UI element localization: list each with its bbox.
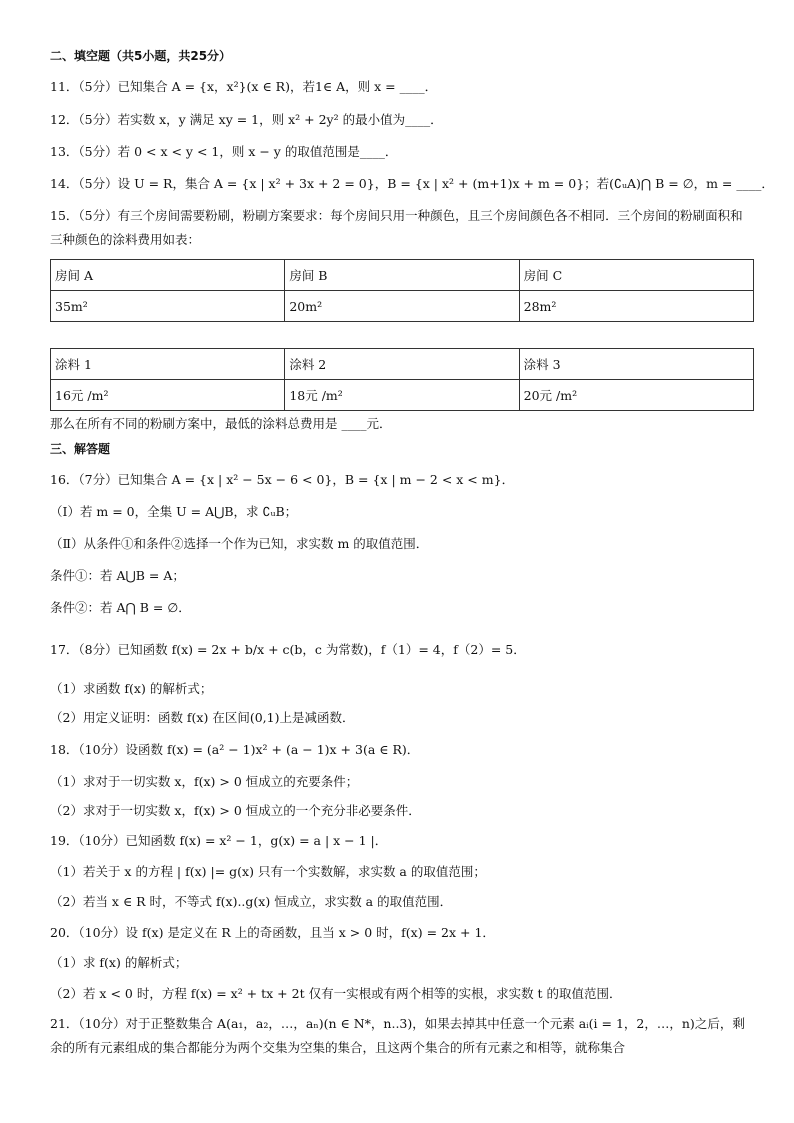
table-cell: 16元 /m²	[51, 380, 285, 411]
question-16-condition-1: 条件①：若 A⋃B = A；	[50, 568, 185, 583]
room-area-table	[50, 259, 754, 322]
question-12: 12．（5分）若实数 x，y 满足 xy = 1，则 x² + 2y² 的最小值为____．	[50, 112, 443, 127]
question-20-part-1: （1）求 f(x) 的解析式；	[50, 955, 188, 970]
question-17-part-1: （1）求函数 f(x) 的解析式；	[50, 681, 213, 696]
question-17-part-2: （2）用定义证明：函数 f(x) 在区间(0,1)上是减函数．	[50, 710, 355, 725]
table-row	[51, 380, 754, 411]
question-19: 19．（10分）已知函数 f(x) = x² − 1，g(x) = a | x − 1 |．	[50, 833, 388, 848]
table-cell: 涂料 2	[285, 349, 519, 380]
question-16-condition-2: 条件②：若 A⋂ B = ∅．	[50, 600, 191, 615]
question-18-part-2: （2）求对于一切实数 x，f(x) > 0 恒成立的一个充分非必要条件．	[50, 803, 421, 818]
paint-cost-table	[50, 348, 754, 411]
table-row	[51, 349, 754, 380]
table-cell: 20元 /m²	[519, 380, 753, 411]
question-11: 11．（5分）已知集合 A = {x，x²}(x ∈ R)，若1∈ A，则 x = ____．	[50, 79, 438, 94]
table-cell: 涂料 1	[51, 349, 285, 380]
table-cell: 涂料 3	[519, 349, 753, 380]
table-cell: 28m²	[519, 291, 753, 322]
question-21: 21．（10分）对于正整数集合 A(a₁，a₂，…，aₙ)(n ∈ N*，n..3)，如果去掉其中任意一个元素 aᵢ(i = 1，2，…，n)之后，剩余的所有元素组成的集合都能分为两个交集为空集的集合，且这两个集合的所有元素之和相等，就称集合	[50, 1016, 745, 1055]
table-cell: 18元 /m²	[285, 380, 519, 411]
question-15: 15．（5分）有三个房间需要粉刷，粉刷方案要求：每个房间只用一种颜色，且三个房间颜色各不相同．三个房间的粉刷面积和三种颜色的涂料费用如表：	[50, 208, 743, 247]
question-17: 17．（8分）已知函数 f(x) = 2x + b/x + c(b，c 为常数)，f（1）= 4，f（2）= 5．	[50, 642, 526, 657]
question-20-part-2: （2）若 x < 0 时，方程 f(x) = x² + tx + 2t 仅有一实根或有两个相等的实根，求实数 t 的取值范围．	[50, 986, 622, 1001]
table-cell: 房间 C	[519, 260, 753, 291]
question-15-ending: 那么在所有不同的粉刷方案中，最低的涂料总费用是 ____元．	[50, 416, 392, 431]
question-16-part-2: （Ⅱ）从条件①和条件②选择一个作为已知，求实数 m 的取值范围．	[50, 536, 429, 551]
table-cell: 房间 A	[51, 260, 285, 291]
question-19-part-2: （2）若当 x ∈ R 时，不等式 f(x)..g(x) 恒成立，求实数 a 的取值范围．	[50, 894, 453, 909]
table-cell: 20m²	[285, 291, 519, 322]
table-row	[51, 291, 754, 322]
question-18: 18．（10分）设函数 f(x) = (a² − 1)x² + (a − 1)x + 3(a ∈ R)．	[50, 742, 420, 757]
section-fill-in-title: 二、填空题（共5小题，共25分）	[50, 49, 232, 63]
question-18-part-1: （1）求对于一切实数 x，f(x) > 0 恒成立的充要条件；	[50, 774, 359, 789]
question-20: 20．（10分）设 f(x) 是定义在 R 上的奇函数，且当 x > 0 时，f(x) = 2x + 1．	[50, 925, 495, 940]
section-solve-title: 三、解答题	[50, 442, 111, 456]
table-cell: 35m²	[51, 291, 285, 322]
question-13: 13．（5分）若 0 < x < y < 1，则 x − y 的取值范围是____．	[50, 144, 398, 159]
question-16-part-1: （Ⅰ）若 m = 0，全集 U = A⋃B，求 ∁ᵤB；	[50, 504, 298, 519]
table-row	[51, 260, 754, 291]
question-16: 16．（7分）已知集合 A = {x | x² − 5x − 6 < 0}，B = {x | m − 2 < x < m}．	[50, 472, 515, 487]
question-14: 14．（5分）设 U = R，集合 A = {x | x² + 3x + 2 = 0}，B = {x | x² + (m+1)x + m = 0}；若(∁ᵤA)⋂ B = ∅，m = ____．	[50, 176, 774, 191]
table-cell: 房间 B	[285, 260, 519, 291]
question-19-part-1: （1）若关于 x 的方程 | f(x) |= g(x) 只有一个实数解，求实数 a 的取值范围；	[50, 864, 486, 879]
